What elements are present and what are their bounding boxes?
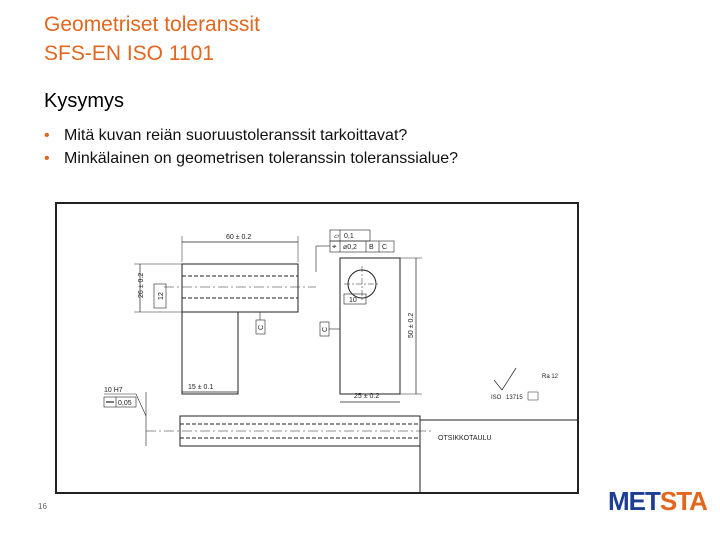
question-item [44, 147, 458, 170]
question-text: Mitä kuvan reiän suoruustoleranssit tarkoittavat? [64, 127, 408, 144]
technical-drawing [54, 196, 580, 496]
question-list [44, 124, 458, 170]
bullet-icon: • [44, 150, 50, 167]
dim-bottom-right: 25 ± 0.2 [354, 393, 380, 400]
part-lower-section [182, 312, 238, 394]
logo-part1: MET [608, 486, 660, 516]
dim-right-height: 50 ± 0.2 [408, 312, 415, 338]
flatness-symbol-icon: ▱ [334, 233, 340, 240]
tol-position-ref2: C [382, 244, 388, 251]
question-text: Minkälainen on geometrisen toleranssin toleranssialue? [64, 150, 459, 167]
question-item [44, 124, 458, 147]
straightness-value: 0,05 [118, 400, 132, 407]
hole-fit: 10 H7 [104, 387, 123, 394]
slide-title-line1: Geometriset toleranssit [44, 13, 260, 36]
position-symbol-icon: ⌖ [332, 242, 337, 251]
title-block-label: OTSIKKOTAULU [438, 435, 492, 442]
bullet-icon: • [44, 127, 50, 144]
iso-label: ISO [491, 395, 502, 401]
logo-part2: STA [659, 486, 707, 516]
datum-label-right: C [322, 326, 329, 332]
tol-position-ref1: B [369, 244, 374, 251]
dim-hole-offset: 10 [349, 297, 357, 304]
iso-number: 13715 [506, 395, 523, 401]
drawing-border [56, 203, 578, 493]
tol-position-value: ⌀0,2 [343, 244, 357, 251]
title-block [420, 420, 578, 493]
roughness-symbol-icon [494, 368, 516, 390]
iso-symbol-box [528, 392, 538, 400]
slide-title [44, 10, 260, 68]
dim-inner-height: 12 [158, 292, 165, 300]
fit-leader [136, 394, 146, 416]
section-heading: Kysymys [44, 90, 124, 112]
metsta-logo [608, 486, 707, 517]
slide-title-line2: SFS-EN ISO 1101 [44, 42, 215, 65]
dim-top-width: 60 ± 0.2 [226, 234, 252, 241]
tol-flatness: 0,1 [344, 233, 354, 240]
datum-label-left: C [258, 324, 265, 330]
dim-left-height: 26 ± 0.2 [138, 272, 145, 298]
dim-bottom-small: 15 ± 0.1 [188, 384, 214, 391]
roughness: Ra 12 [542, 374, 559, 380]
part-top-view [182, 264, 298, 312]
page-number: 16 [38, 502, 47, 511]
